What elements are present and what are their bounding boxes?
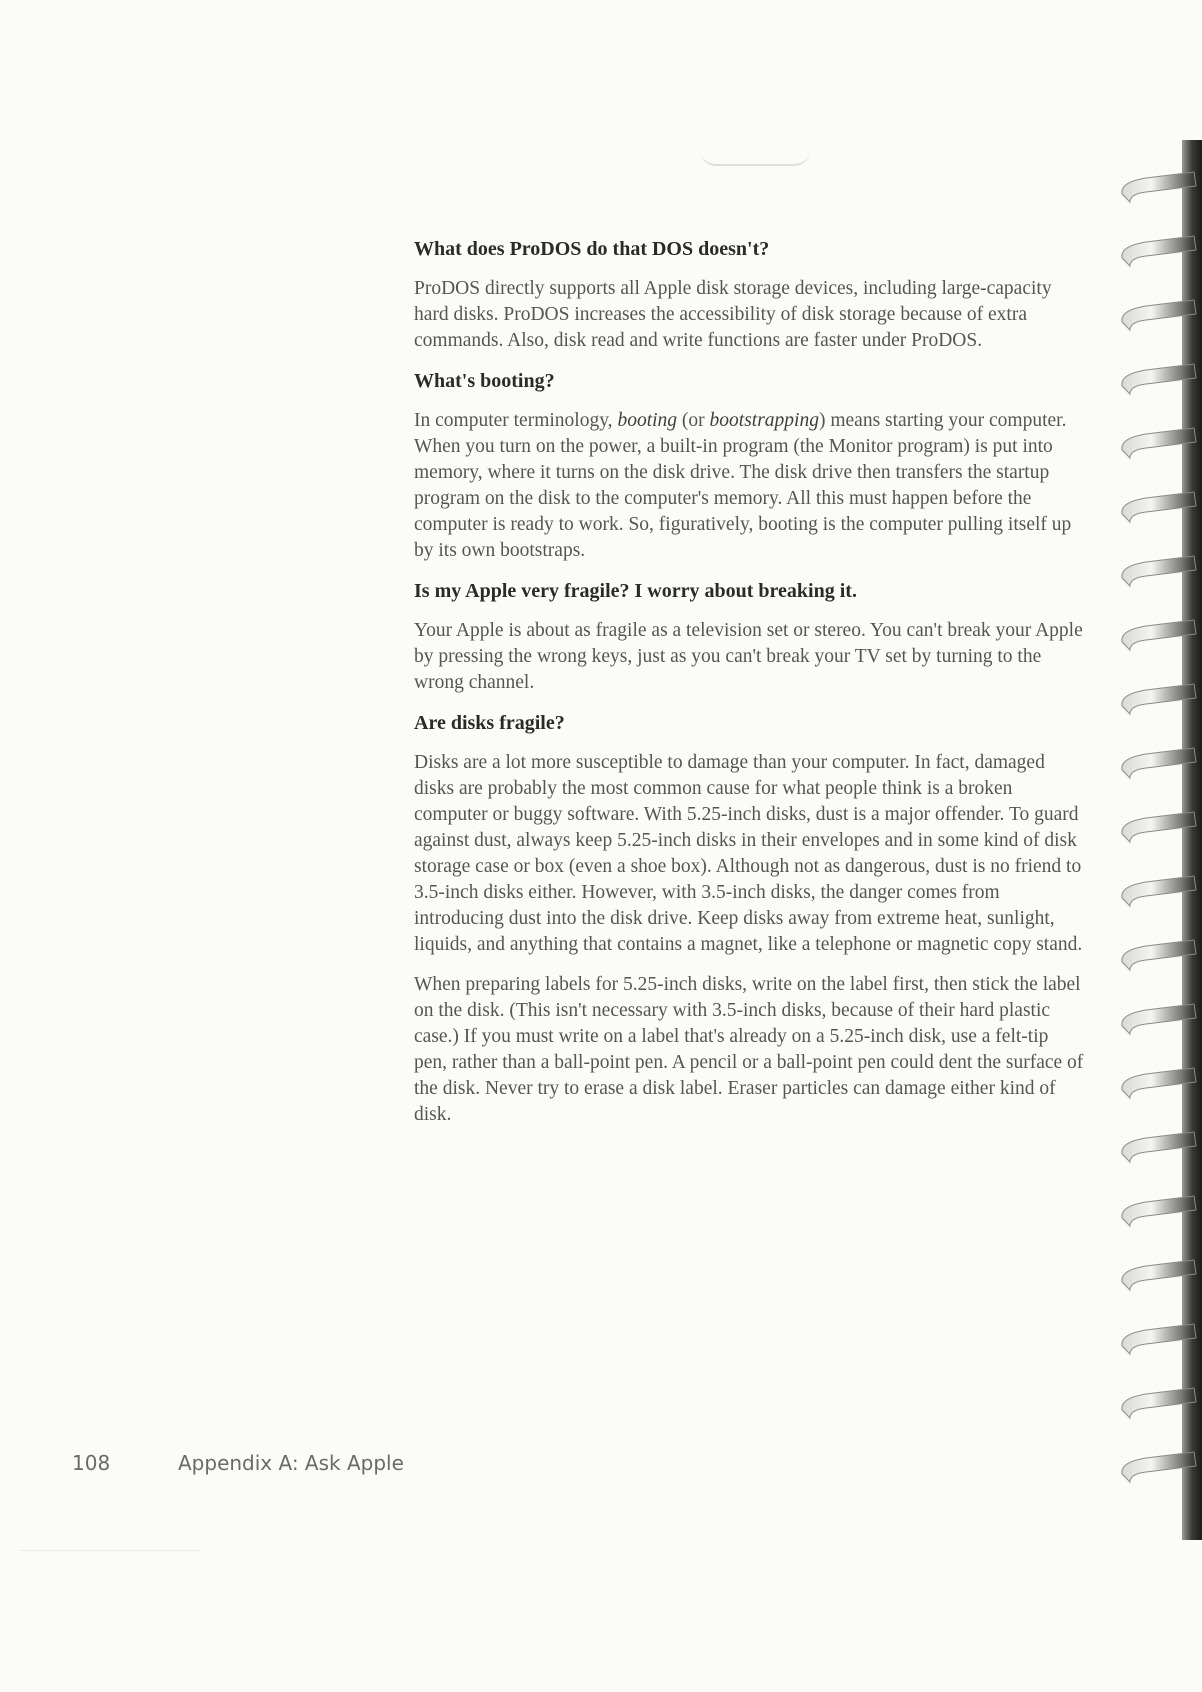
answer-paragraph: ProDOS directly supports all Apple disk storage devices, including large-capacity hard disks. ProDOS increases the accessibility of disk storage because of extra commands. Also, disk read and write functions are faster under ProDOS. — [414, 278, 1052, 351]
answer-paragraph: Your Apple is about as fragile as a television set or stereo. You can't break your Apple by pressing the wrong keys, just as you can't break your TV set by turning to the wrong channel. — [414, 620, 1083, 693]
text-span: (or — [677, 410, 710, 431]
question-heading: Is my Apple very fragile? I worry about breaking it. — [414, 580, 857, 602]
question-heading: What's booting? — [414, 370, 555, 392]
section-prodos-vs-dos — [414, 236, 1084, 354]
answer-paragraph: When preparing labels for 5.25-inch disks, write on the label first, then stick the label on the disk. (This isn't necessary with 3.5-inch disks, because of their hard plastic case.) If you must write on a label that's already on a 5.25-inch disk, use a felt-tip pen, rather than a ball-point pen. A pencil or a ball-point pen could dent the surface of the disk. Never try to erase a disk label. Eraser particles can damage either kind of disk. — [414, 974, 1084, 1125]
answer-paragraph — [414, 408, 1084, 564]
text-span: ) means starting your computer. When you turn on the power, a built-in program (the Monitor program) is put into memory, where it turns on the disk drive. The disk drive then transfers the startup program on the disk to the computer's memory. All this must happen before the computer is ready to work. So, figuratively, booting is the computer pulling itself up by its own bootstraps. — [414, 410, 1072, 561]
scan-line — [20, 1550, 200, 1551]
question-heading: What does ProDOS do that DOS doesn't? — [414, 238, 770, 260]
text-span: In computer terminology, — [414, 410, 618, 431]
section-booting — [414, 368, 1084, 564]
section-apple-fragile — [414, 578, 1084, 696]
question-heading: Are disks fragile? — [414, 712, 565, 734]
italic-term-booting: booting — [617, 410, 678, 431]
spiral-binding-icon — [1116, 140, 1202, 1540]
page-number: 108 — [72, 1451, 111, 1475]
italic-term-bootstrapping: bootstrapping — [709, 410, 819, 431]
answer-paragraph: Disks are a lot more susceptible to damage than your computer. In fact, damaged disks are probably the most common cause for what people think is a broken computer or buggy software. With 5.25-inch disks, dust is a major offender. To guard against dust, always keep 5.25-inch disks in their envelopes and in some kind of disk storage case or box (even a shoe box). Although not as dangerous, dust is no friend to 3.5-inch disks either. However, with 3.5-inch disks, the danger comes from introducing dust into the disk drive. Keep disks away from extreme heat, sunlight, liquids, and anything that contains a magnet, like a telephone or magnetic copy stand. — [414, 752, 1083, 955]
section-disks-fragile — [414, 710, 1084, 1128]
page-smudge — [700, 150, 810, 166]
page-content — [414, 236, 1084, 1142]
running-title: Appendix A: Ask Apple — [178, 1451, 404, 1475]
